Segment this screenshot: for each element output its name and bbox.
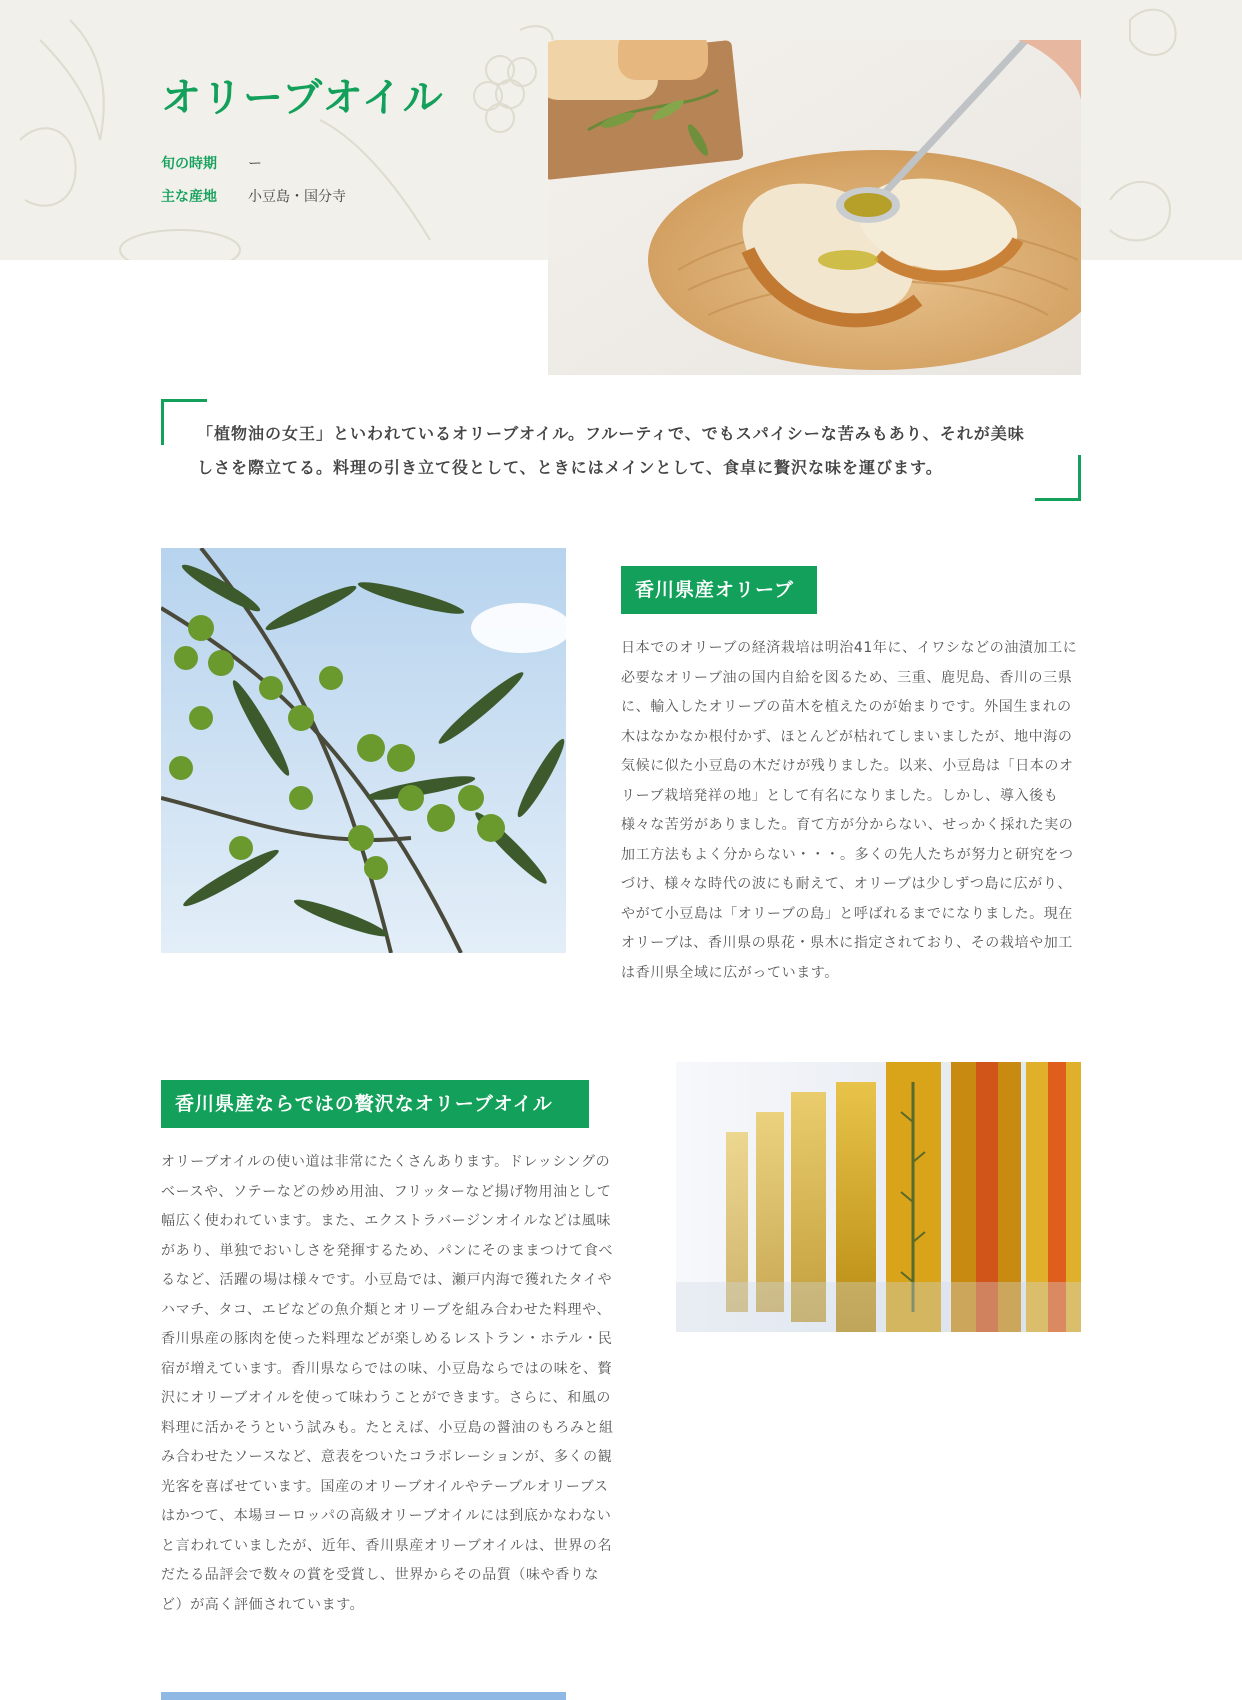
- meta-row-origin: [161, 181, 346, 214]
- intro-quote: [161, 399, 1081, 501]
- section-body-kagawa-olive: 日本でのオリーブの経済栽培は明治41年に、イワシなどの油漬加工に必要なオリーブ油の国内自給を図るため、三重、鹿児島、香川の三県に、輸入したオリーブの苗木を植えたのが始まりです。外国生まれの木はなかなか根付かず、ほとんどが枯れてしまいましたが、地中海の気候に似た小豆島の木だけが残りました。以来、小豆島は「日本のオリーブ栽培発祥の地」として有名になりました。しかし、導入後も様々な苦労がありました。育て方が分からない、せっかく採れた実の加工方法もよく分からない・・・。多くの先人たちが努力と研究をつづけ、様々な時代の波にも耐えて、オリーブは少しずつ島に広がり、やがて小豆島は「オリーブの島」と呼ばれるまでになりました。現在オリーブは、香川県の県花・県木に指定されており、その栽培や加工は香川県全域に広がっています。: [621, 640, 1078, 981]
- section-heading-luxury-olive-oil: 香川県産ならではの贅沢なオリーブオイル: [161, 1080, 589, 1128]
- bracket-bottom-right: [1035, 455, 1081, 501]
- hero-bread-olive-oil-photo: [548, 40, 1081, 375]
- oil-bottles-photo: [676, 1062, 1081, 1332]
- meta-label: 主な産地: [161, 189, 217, 205]
- section-body-luxury-olive-oil: オリーブオイルの使い道は非常にたくさんあります。ドレッシングのベースや、ソテーなどの炒め用油、フリッターなど揚げ物用油として幅広く使われています。また、エクストラバージンオイルなどは風味があり、単独でおいしさを発揮するため、パンにそのままつけて食べるなど、活躍の場は様々です。小豆島では、瀬戸内海で獲れたタイやハマチ、タコ、エビなどの魚介類とオリーブを組み合わせた料理や、香川県産の豚肉を使った料理などが楽しめるレストラン・ホテル・民宿が増えています。香川県ならではの味、小豆島ならではの味を、贅沢にオリーブオイルを使って味わうことができます。さらに、和風の料理に活かそうという試みも。たとえば、小豆島の醤油のもろみと組み合わせたソースなど、意表をついたコラボレーションが、多くの観光客を喜ばせています。国産のオリーブオイルやテーブルオリーブスはかつて、本場ヨーロッパの高級オリーブオイルには到底かなわないと言われていましたが、近年、香川県産オリーブオイルは、世界の名だたる品評会で数々の賞を受賞し、世界からその品質（味や香りなど）が高く評価されています。: [161, 1154, 614, 1613]
- product-meta: [161, 148, 346, 214]
- oil-bottles-illustration: [676, 1062, 1081, 1332]
- next-photo-top-edge: [161, 1692, 566, 1700]
- bread-oil-illustration: [548, 40, 1081, 375]
- intro-quote-text: 「植物油の女王」といわれているオリーブオイル。フルーティで、でもスパイシーな苦みもあり、それが美味しさを際立てる。料理の引き立て役として、ときにはメインとして、食卓に贅沢な味を運びます。: [197, 424, 1025, 477]
- olive-tree-photo: [161, 548, 566, 953]
- section-heading-kagawa-olive: 香川県産オリーブ: [621, 566, 817, 614]
- olive-branch-illustration: [161, 548, 566, 953]
- page-title: オリーブオイル: [161, 75, 444, 121]
- meta-label: 旬の時期: [161, 156, 217, 172]
- meta-row-season: [161, 148, 346, 181]
- meta-value: 小豆島・国分寺: [248, 189, 346, 205]
- meta-value: ー: [248, 156, 262, 172]
